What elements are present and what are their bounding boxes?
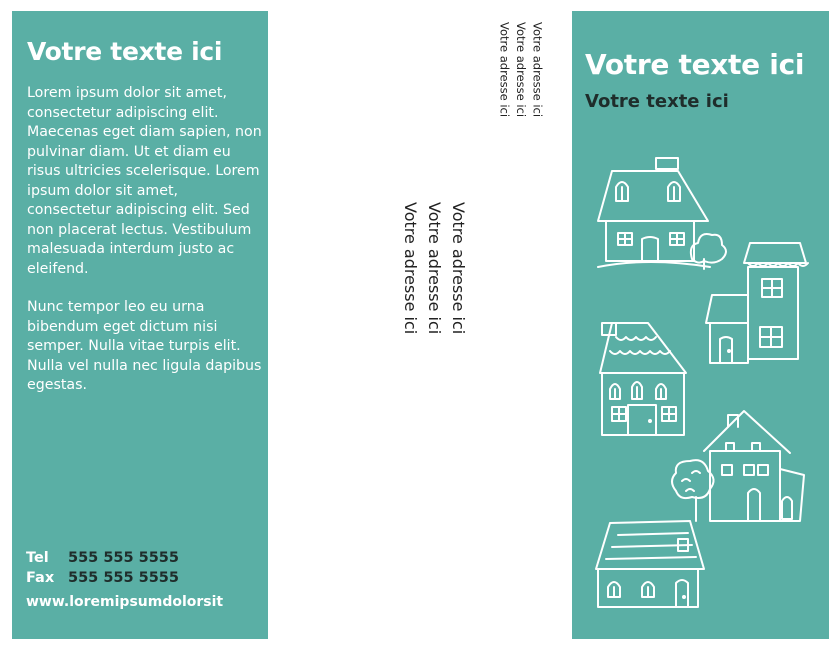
- address-block-small: [496, 22, 546, 117]
- right-panel: [572, 11, 829, 639]
- tel-row: [26, 550, 179, 566]
- fax-label: Fax: [26, 570, 55, 586]
- body-paragraph-2: Nunc tempor leo eu urna bibendum eget dictum nisi semper. Nulla vitae turpis elit. Nulla vel nulla nec ligula dapibus egestas.: [27, 299, 262, 393]
- address-block-large: [398, 202, 470, 334]
- left-panel: [12, 11, 268, 639]
- right-title: Votre texte ici: [585, 48, 805, 81]
- fax-number: 555 555 5555: [68, 570, 179, 586]
- house-icon: [598, 158, 726, 269]
- address-line: Votre adresse ici: [530, 22, 545, 118]
- website-link[interactable]: www.loremipsumdolorsit: [26, 594, 224, 610]
- house-icon: [672, 411, 804, 521]
- address-line: Votre adresse ici: [449, 202, 468, 335]
- tel-number: 555 555 5555: [68, 550, 179, 566]
- house-icon: [706, 243, 808, 363]
- house-icon: [600, 323, 686, 435]
- body-paragraph-1: Lorem ipsum dolor sit amet, consectetur adipiscing elit. Maecenas eget diam sapien, non pulvinar diam. Ut et diam eu risus ultricies scelerisque. Lorem ipsum dolor sit amet, consectetur adipiscing elit. Sed non placerat lectus. Vestibulum malesuada interdum justo ac eleifend.: [27, 85, 262, 277]
- left-title: Votre texte ici: [27, 37, 223, 66]
- address-line: Votre adresse ici: [497, 22, 512, 118]
- tel-label: Tel: [26, 550, 49, 566]
- fax-row: [26, 570, 179, 586]
- house-icon: [596, 521, 704, 607]
- houses-illustration: [572, 11, 829, 639]
- address-line: Votre adresse ici: [425, 202, 444, 335]
- right-subtitle: Votre texte ici: [585, 91, 729, 112]
- address-line: Votre adresse ici: [514, 22, 528, 118]
- address-line: Votre adresse ici: [401, 202, 420, 335]
